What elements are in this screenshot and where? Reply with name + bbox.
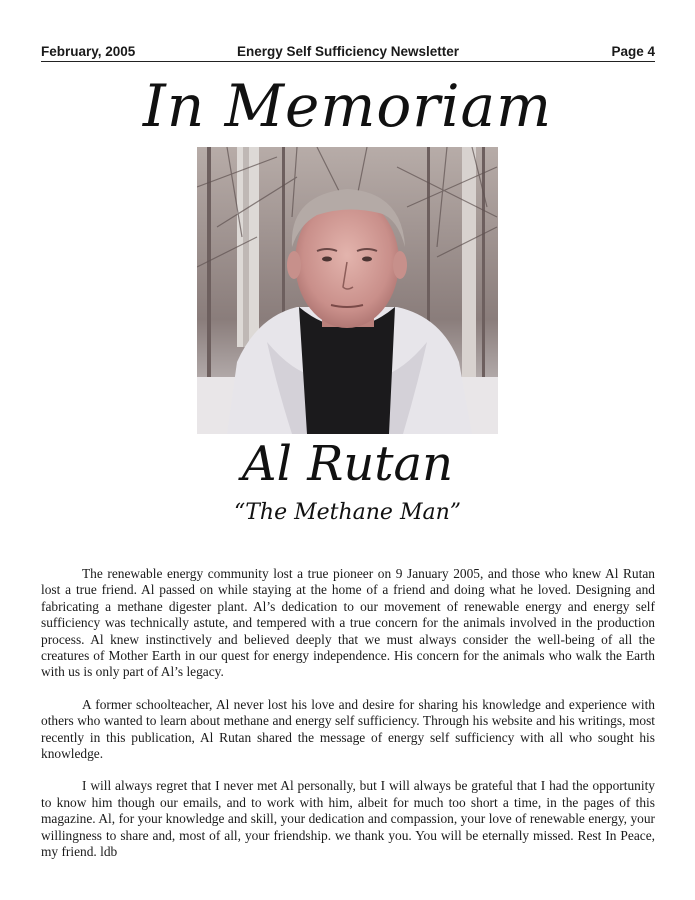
honoree-nickname: “The Methane Man” — [233, 500, 461, 525]
paragraph: A former schoolteacher, Al never lost his love and desire for sharing his knowledge and experience with others who wanted to learn about methane and energy self sufficiency. Through his website and his writings, most recently in this publication, Al Rutan shared the message of energy self sufficiency with all who sought his knowledge. — [41, 696, 655, 762]
issue-date: February, 2005 — [41, 44, 136, 59]
publication-name: Energy Self Sufficiency Newsletter — [236, 44, 460, 59]
page-number: Page 4 — [611, 44, 655, 59]
paragraph: The renewable energy community lost a true pioneer on 9 January 2005, and those who knew Al Rutan lost a true friend. Al passed on while staying at the home of a friend and doing what he loved. Designing and fabricating a methane digester plant. Al’s dedication to our movement of renewable energy and energy self sufficiency was technically astute, and tempered with a true concern for the animals involved in the production process. Al knew instinctively and believed deeply that we must always consider the well-being of all the creatures of Mother Earth in our quest for energy independence. His concern for the animals who walk the Earth with us is only part of Al’s legacy. — [41, 566, 655, 680]
page-title: In Memoriam — [142, 72, 553, 140]
portrait-photo — [197, 147, 498, 434]
page-header — [41, 42, 655, 60]
article-body — [41, 566, 655, 877]
honoree-name: Al Rutan — [241, 436, 454, 492]
paragraph: I will always regret that I never met Al personally, but I will always be grateful that I had the opportunity to know him though our emails, and to work with him, albeit for much too short a time, in the pages of this magazine. Al, for your knowledge and skill, your dedication and compassion, your love of renewable energy, your willingness to share and, most of all, your friendship. we thank you. You will be eternally missed. Rest In Peace, my friend. ldb — [41, 778, 655, 860]
header-divider — [41, 61, 655, 62]
